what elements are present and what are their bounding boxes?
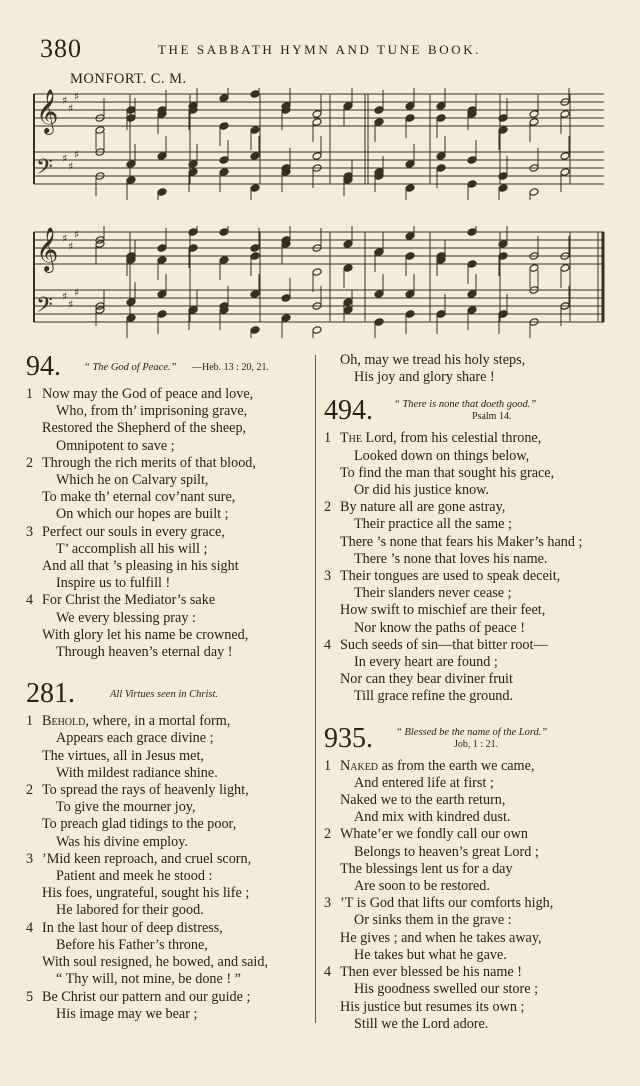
hymn-line xyxy=(324,602,624,619)
hymn-line xyxy=(26,403,311,420)
verse-number: 4 xyxy=(324,964,332,981)
note-head xyxy=(405,102,415,111)
note-head xyxy=(467,290,477,299)
line-text: Or sinks them in the grave : xyxy=(354,912,512,929)
note-head xyxy=(374,248,384,257)
verse-number: 2 xyxy=(26,454,34,471)
note-head xyxy=(312,268,322,277)
note-head xyxy=(560,168,570,177)
line-text: Perfect our souls in every grace, xyxy=(42,523,225,540)
hymn-line xyxy=(26,816,311,833)
hymn-line xyxy=(26,765,311,782)
line-text: And all that ’s pleasing in his sight xyxy=(42,558,239,575)
hymn-935-text xyxy=(324,758,624,1033)
hymn-line xyxy=(324,534,624,551)
hymn-reference: Job, 1 : 21. xyxy=(454,738,499,750)
line-text: Such seeds of sin—that bitter root— xyxy=(340,636,548,653)
verse-number: 3 xyxy=(324,568,332,585)
line-text: Restored the Shepherd of the sheep, xyxy=(42,420,247,437)
hymn-line xyxy=(26,472,311,489)
note-head xyxy=(126,176,136,185)
note-head xyxy=(560,264,570,273)
line-text: In every heart are found ; xyxy=(354,654,498,671)
line-text: Patient and meek he stood : xyxy=(56,868,213,885)
hymn-line xyxy=(26,868,311,885)
hymn-line xyxy=(324,861,624,878)
hymn-title: “ The God of Peace.” xyxy=(84,362,177,373)
hymn-line xyxy=(324,792,624,809)
hymn-title: All Virtues seen in Christ. xyxy=(110,689,219,701)
hymn-line xyxy=(324,947,624,964)
note-head xyxy=(467,180,477,189)
hymn-line xyxy=(26,1006,311,1023)
hymn-line xyxy=(26,575,311,592)
note-head xyxy=(405,232,415,241)
note-head xyxy=(250,126,260,135)
note-head xyxy=(250,90,260,99)
note-head xyxy=(436,152,446,161)
hymn-line xyxy=(324,620,624,637)
verse-number: 2 xyxy=(26,782,34,799)
hymn-title: “ Blessed be the name of the Lord.” xyxy=(396,726,548,738)
sharp-icon: ♯ xyxy=(68,298,74,311)
sharp-icon: ♯ xyxy=(62,152,68,165)
line-text: The virtues, all in Jesus met, xyxy=(42,747,204,764)
note-head xyxy=(467,156,477,165)
line-text: And mix with kindred dust. xyxy=(354,809,511,826)
note-head xyxy=(529,264,539,273)
note-head xyxy=(219,256,229,265)
hymn-reference: —Heb. 13 : 20, 21. xyxy=(192,362,269,373)
line-text: Their slanders never cease ; xyxy=(354,585,512,602)
treble-clef-icon: 𝄞 xyxy=(36,227,59,271)
hymn-line xyxy=(26,541,311,558)
hymn-line xyxy=(324,775,624,792)
page-number: 380 xyxy=(40,34,82,63)
hymn-number: 494. xyxy=(324,395,373,427)
hymn-line xyxy=(26,610,311,627)
note-head xyxy=(436,310,446,319)
verse-number: 3 xyxy=(26,523,34,540)
hymn-number: 94. xyxy=(26,351,61,382)
line-rest: Lord, from his celestial throne, xyxy=(362,430,542,447)
line-text: Through the rich merits of that blood, xyxy=(42,454,256,471)
note-head xyxy=(374,118,384,127)
hymn-line xyxy=(26,748,311,765)
hymn-number: 935. xyxy=(324,722,373,754)
right-column xyxy=(324,352,624,1033)
note-head xyxy=(498,184,508,193)
verse-number: 4 xyxy=(26,919,34,936)
hymn-line xyxy=(26,799,311,816)
line-text: He labored for their good. xyxy=(56,902,204,919)
hymn-494-heading xyxy=(324,396,624,430)
line-text: With mildest radiance shine. xyxy=(56,764,218,781)
hymn-line xyxy=(324,568,624,585)
line-text: Before his Father’s throne, xyxy=(56,936,208,953)
line-text: We every blessing pray : xyxy=(56,609,196,626)
note-head xyxy=(219,156,229,165)
note-head xyxy=(126,314,136,323)
hymn-line xyxy=(26,558,311,575)
note-head xyxy=(343,298,353,307)
note-head xyxy=(560,152,570,161)
sharp-icon: ♯ xyxy=(68,160,74,173)
note-head xyxy=(467,306,477,315)
note-head xyxy=(436,164,446,173)
hymn-line xyxy=(324,654,624,671)
verse-number: 3 xyxy=(26,850,34,867)
hymn-line xyxy=(324,516,624,533)
hymn-line xyxy=(324,844,624,861)
note-head xyxy=(529,188,539,197)
hymn-title: “ There is none that doeth good.” xyxy=(394,399,537,411)
note-head xyxy=(405,310,415,319)
line-text xyxy=(340,758,534,774)
note-head xyxy=(467,228,477,237)
note-head xyxy=(312,110,322,119)
hymn-line xyxy=(26,489,311,506)
hymn-line xyxy=(26,644,311,661)
line-text: Whate’er we fondly call our own xyxy=(340,826,528,843)
line-text xyxy=(340,430,541,446)
note-head xyxy=(529,118,539,127)
verse-number: 2 xyxy=(324,826,332,843)
line-text: Was his divine employ. xyxy=(56,833,188,850)
hymn-line xyxy=(324,499,624,516)
verse-number: 1 xyxy=(26,386,34,402)
sharp-icon: ♯ xyxy=(74,228,80,241)
running-title: THE SABBATH HYMN AND TUNE BOOK. xyxy=(158,42,482,57)
hymn-line xyxy=(324,482,624,499)
sharp-icon: ♯ xyxy=(62,232,68,245)
hymn-line xyxy=(26,438,311,455)
line-text: Then ever blessed be his name ! xyxy=(340,964,523,981)
line-text: “ Thy will, not mine, be done ! ” xyxy=(56,971,241,988)
line-text: On which our hopes are built ; xyxy=(56,506,229,523)
line-text: To preach glad tidings to the poor, xyxy=(42,816,237,833)
line-text: With glory let his name be crowned, xyxy=(42,626,249,643)
line-rest: , where, in a mortal form, xyxy=(85,713,231,730)
hymn-line xyxy=(324,981,624,998)
line-text: Looked down on things below, xyxy=(354,447,530,464)
tune-name: MONFORT. C. M. xyxy=(70,71,187,87)
line-text: Their tongues are used to speak deceit, xyxy=(340,568,561,585)
verse-number: 4 xyxy=(26,592,34,609)
line-text: And entered life at first ; xyxy=(354,774,494,791)
note-head xyxy=(374,106,384,115)
note-head xyxy=(157,310,167,319)
sharp-icon: ♯ xyxy=(74,90,80,103)
line-text: Their practice all the same ; xyxy=(354,516,512,533)
line-text: Nor can they bear diviner fruit xyxy=(340,671,513,688)
note-head xyxy=(374,318,384,327)
line-text: He gives ; and when he takes away, xyxy=(340,929,542,946)
line-text: In the last hour of deep distress, xyxy=(42,919,223,936)
line-text xyxy=(42,713,230,729)
hymn-line xyxy=(324,352,624,369)
note-head xyxy=(560,110,570,119)
hymn-935-heading xyxy=(324,724,624,758)
note-head xyxy=(343,102,353,111)
line-text: To give the mourner joy, xyxy=(56,799,196,816)
note-head xyxy=(219,168,229,177)
line-text: His goodness swelled our store ; xyxy=(354,981,539,998)
line-text: To spread the rays of heavenly light, xyxy=(42,782,249,799)
note-head xyxy=(312,326,322,335)
note-head xyxy=(374,290,384,299)
hymn-line xyxy=(324,688,624,705)
hymn-281-text xyxy=(26,713,311,1023)
bass-clef-icon: 𝄢 xyxy=(36,293,53,323)
line-text: Oh, may we tread his holy steps, xyxy=(340,352,526,368)
note-head xyxy=(281,314,291,323)
note-head xyxy=(95,126,105,135)
sharp-icon: ♯ xyxy=(62,290,68,303)
note-head xyxy=(157,290,167,299)
note-head xyxy=(157,244,167,253)
note-head xyxy=(126,106,136,115)
hymn-line xyxy=(26,506,311,523)
line-text: By nature all are gone astray, xyxy=(340,499,506,516)
line-text: Who, from th’ imprisoning grave, xyxy=(56,403,248,420)
hymn-number: 281. xyxy=(26,678,75,710)
line-text: Through heaven’s eternal day ! xyxy=(56,644,233,661)
left-column xyxy=(26,352,311,1023)
hymn-line xyxy=(26,885,311,902)
note-head xyxy=(250,152,260,161)
note-head xyxy=(219,94,229,103)
first-word: Naked xyxy=(340,757,379,774)
hymn-line xyxy=(26,386,311,403)
hymn-line xyxy=(26,524,311,541)
note-head xyxy=(436,102,446,111)
line-text: Which he on Calvary spilt, xyxy=(56,472,209,489)
bass-clef-icon: 𝄢 xyxy=(36,155,53,185)
line-text: His justice but resumes its own ; xyxy=(340,998,525,1015)
treble-clef-icon: 𝄞 xyxy=(36,89,59,133)
note-head xyxy=(312,152,322,161)
note-head xyxy=(312,118,322,127)
note-head xyxy=(467,260,477,269)
hymn-line xyxy=(324,585,624,602)
sharp-icon: ♯ xyxy=(68,240,74,253)
hymn-line xyxy=(324,964,624,981)
note-head xyxy=(343,240,353,249)
note-head xyxy=(405,114,415,123)
music-system-1 xyxy=(30,88,608,200)
note-head xyxy=(405,184,415,193)
hymn-line xyxy=(26,989,311,1006)
note-head xyxy=(126,160,136,169)
hymn-281-heading xyxy=(26,679,311,713)
sharp-icon: ♯ xyxy=(68,102,74,115)
verse-number: 3 xyxy=(324,895,332,912)
hymn-line xyxy=(324,809,624,826)
hymn-line xyxy=(26,954,311,971)
line-text: He takes but what he gave. xyxy=(354,946,507,963)
hymn-line xyxy=(26,902,311,919)
hymn-line xyxy=(26,455,311,472)
line-text: Till grace refine the ground. xyxy=(354,688,514,705)
note-head xyxy=(405,290,415,299)
verse-number: 1 xyxy=(324,430,332,447)
music-score-2 xyxy=(30,226,608,338)
note-head xyxy=(250,252,260,261)
note-head xyxy=(219,122,229,131)
hymn-line xyxy=(324,930,624,947)
note-head xyxy=(250,326,260,335)
line-text: ’T is God that lifts our comforts high, xyxy=(340,895,554,912)
note-head xyxy=(405,160,415,169)
music-score-1 xyxy=(30,88,608,200)
line-text: Are soon to be restored. xyxy=(354,878,490,895)
sharp-icon: ♯ xyxy=(62,94,68,107)
hymn-94-text xyxy=(26,386,311,661)
hymn-line xyxy=(26,627,311,644)
hymn-line xyxy=(26,971,311,988)
note-head xyxy=(529,110,539,119)
first-word: Behold xyxy=(42,713,86,730)
line-text: His image may we bear ; xyxy=(56,1005,198,1022)
hymn-line xyxy=(26,713,311,730)
note-head xyxy=(343,264,353,273)
sharp-icon: ♯ xyxy=(74,286,80,299)
line-text: There ’s none that fears his Maker’s hand ; xyxy=(340,533,583,550)
line-text: Appears each grace divine ; xyxy=(56,730,214,747)
hymn-line xyxy=(324,895,624,912)
line-text: How swift to mischief are their feet, xyxy=(340,602,546,619)
line-text: The blessings lent us for a day xyxy=(340,860,513,877)
line-text: To find the man that sought his grace, xyxy=(340,464,555,481)
note-head xyxy=(405,252,415,261)
line-text: Still we the Lord adore. xyxy=(354,1015,489,1032)
verse-number: 1 xyxy=(26,713,34,730)
hymn-line xyxy=(324,465,624,482)
line-text: His foes, ungrateful, sought his life ; xyxy=(42,885,250,902)
hymn-line xyxy=(324,671,624,688)
line-text: For Christ the Mediator’s sake xyxy=(42,592,216,609)
verse-number: 2 xyxy=(324,499,332,516)
first-word: The xyxy=(340,430,362,447)
hymn-line xyxy=(324,448,624,465)
hymn-line xyxy=(324,551,624,568)
line-rest: as from the earth we came, xyxy=(378,757,535,774)
verse-number: 1 xyxy=(324,757,332,774)
hymn-line xyxy=(324,758,624,775)
line-text: Belongs to heaven’s great Lord ; xyxy=(354,843,539,860)
line-text: Or did his justice know. xyxy=(354,482,490,499)
note-head xyxy=(436,114,446,123)
hymn-line xyxy=(26,420,311,437)
hymn-line xyxy=(324,430,624,447)
sharp-icon: ♯ xyxy=(74,148,80,161)
verse-number: 5 xyxy=(26,988,34,1005)
column-divider xyxy=(315,355,316,1023)
line-text: Naked we to the earth return, xyxy=(340,792,506,809)
hymn-line xyxy=(324,637,624,654)
note-head xyxy=(157,152,167,161)
note-head xyxy=(250,184,260,193)
page-header xyxy=(40,34,600,70)
line-text: Inspire us to fulfill ! xyxy=(56,575,171,592)
hymn-line xyxy=(26,592,311,609)
hymn-94-heading xyxy=(26,352,311,386)
verse-number: 4 xyxy=(324,636,332,653)
line-text: Nor know the paths of peace ! xyxy=(354,619,525,636)
hymn-line xyxy=(324,826,624,843)
note-head xyxy=(250,290,260,299)
hymn-line xyxy=(324,912,624,929)
hymn-494-text xyxy=(324,430,624,705)
note-head xyxy=(126,298,136,307)
note-head xyxy=(157,256,167,265)
hymn-line xyxy=(26,851,311,868)
note-head xyxy=(157,188,167,197)
hymn-line xyxy=(324,999,624,1016)
line-text: ’Mid keen reproach, and cruel scorn, xyxy=(42,850,252,867)
note-head xyxy=(188,228,198,237)
hymn-line xyxy=(26,937,311,954)
line-text: Be Christ our pattern and our guide ; xyxy=(42,988,251,1005)
line-text: Now may the God of peace and love, xyxy=(42,386,254,402)
hymn-line xyxy=(26,730,311,747)
note-head xyxy=(219,228,229,237)
note-head xyxy=(250,244,260,253)
line-text: There ’s none that loves his name. xyxy=(354,550,548,567)
hymn-281-continued xyxy=(324,352,624,386)
hymn-line xyxy=(26,920,311,937)
music-system-2 xyxy=(30,226,608,338)
line-text: Omnipotent to save ; xyxy=(56,437,175,454)
hymn-line xyxy=(26,834,311,851)
note-head xyxy=(126,114,136,123)
note-head xyxy=(281,294,291,303)
hymn-line xyxy=(324,369,624,386)
hymn-reference: Psalm 14. xyxy=(472,411,512,423)
hymn-line xyxy=(26,782,311,799)
hymn-line xyxy=(324,1016,624,1033)
line-text: With soul resigned, he bowed, and said, xyxy=(42,954,268,971)
hymn-line xyxy=(324,878,624,895)
line-text: His joy and glory share ! xyxy=(354,369,495,386)
line-text: T’ accomplish all his will ; xyxy=(56,540,208,557)
note-head xyxy=(343,306,353,315)
line-text: To make th’ eternal cov’nant sure, xyxy=(42,489,236,506)
